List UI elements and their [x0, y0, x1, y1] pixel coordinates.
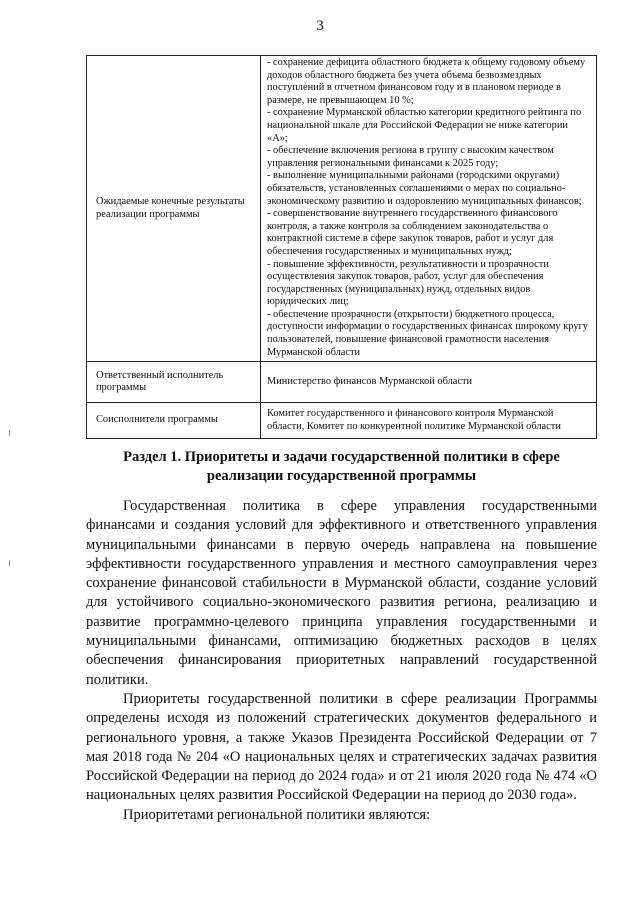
list-item: - обеспечение включения региона в группу с высоким качеством управления региональными финансами к 2025 году;: [267, 145, 554, 169]
paragraph: Приоритеты государственной политики в сфере реализации Программы определены исходя из положений стратегических документов федерального и регионального уровня, а также Указов Президента Российской Федерации от 7 мая 2018 года № 204 «О национальных целях и стратегических задачах развития Российской Федерации на период до 2024 года» и от 21 июля 2020 года № 474 «О национальных целях развития Российской Федерации на период до 2030 года».: [86, 690, 597, 804]
list-item: - обеспечение прозрачности (открытости) бюджетного процесса, доступности информации о государственных финансах широкому кругу пользователей, повышение финансовой грамотности населения Мурманской области: [267, 308, 588, 358]
paragraph: Государственная политика в сфере управления государственными финансами и создания условий для эффективного и ответственного управления муниципальными финансами в первую очередь направлена на повышение эффективности государственного управления и местного самоуправления через сохранение финансовой стабильности в Мурманской области, создание условий для устойчивого социально-экономического развития региона, реализацию и развитие программно-целевого принципа управления государственными и муниципальными финансами, оптимизацию бюджетных расходов в целях обеспечения финансирования приоритетных направлений государственной политики.: [86, 498, 597, 688]
expected-results-list: [267, 57, 590, 359]
program-passport-table: [86, 55, 597, 439]
responsible-executor-value: Министерство финансов Мурманской области: [261, 362, 597, 403]
list-item: - совершенствование внутреннего государственного финансового контроля, а также контроля за соблюдением законодательства о контрактной системе в сфере закупок товаров, работ и услуг для обеспечения государственных и муниципальных нужд;: [267, 208, 558, 257]
expected-results-label: Ожидаемые конечные результаты реализации программы: [87, 56, 261, 362]
list-item: - сохранение Мурманской областью категории кредитного рейтинга по национальной шкале для Российской Федерации не ниже категории «А»;: [267, 107, 582, 144]
table-row-co-executors: [87, 403, 597, 439]
scan-mark: [9, 430, 10, 436]
responsible-executor-label: Ответственный исполнитель программы: [87, 362, 261, 403]
co-executors-label: Соисполнители программы: [87, 403, 261, 439]
section-body: [86, 497, 597, 825]
list-item: - сохранение дефицита областного бюджета к общему годовому объему доходов областного бюджета без учета объема безвозмездных поступлений в отчетном финансовом году и в плановом периоде в размере, не превышающем 10 %;: [267, 57, 586, 106]
paragraph: Приоритетами региональной политики являются:: [123, 806, 431, 823]
list-item: - выполнение муниципальными районами (городскими округами) обязательств, установленных соглашениями о мерах по социально-экономическому развитию и оздоровлению муниципальных финансов;: [267, 170, 582, 207]
co-executors-value: Комитет государственного и финансового контроля Мурманской области, Комитет по конкурентной политике Мурманской области: [261, 403, 597, 439]
table-row-expected-results: [87, 56, 597, 362]
section-title: Раздел 1. Приоритеты и задачи государственной политики в сфере реализации государственной программы: [123, 449, 560, 484]
page-number: 3: [316, 18, 324, 34]
table-row-responsible-executor: [87, 362, 597, 403]
scan-mark: [9, 560, 10, 566]
expected-results-cell: [261, 56, 597, 362]
list-item: - повышение эффективности, результативности и прозрачности осуществления закупок товаров, работ, услуг для обеспечения государственных (муниципальных) нужд, отдельных видов юридических лиц;: [267, 258, 549, 308]
